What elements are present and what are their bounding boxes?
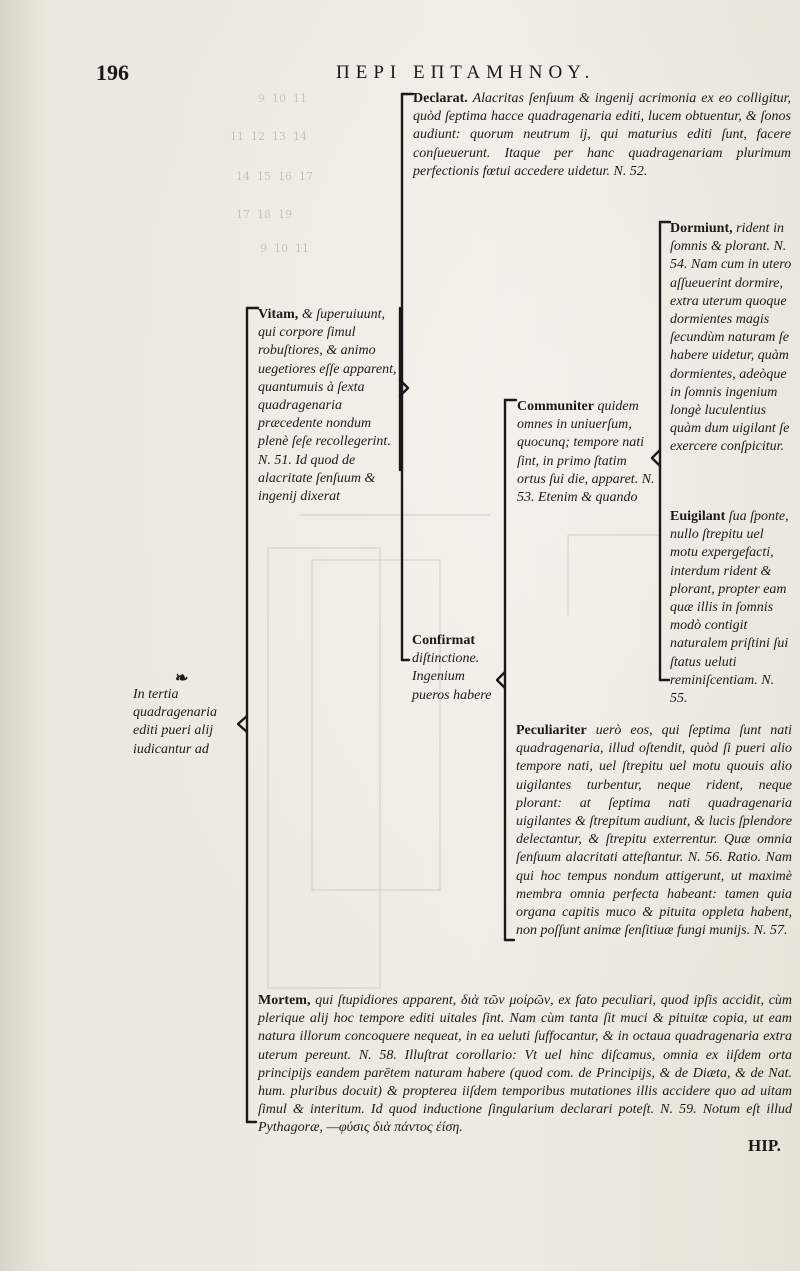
confirmat-text: diſtinctione. Ingenium pueros habere [412,651,492,703]
manicule-mark: ❧ [175,668,189,687]
bleed-through-numbers-3: 14 15 16 17 [236,170,313,183]
peculiariter-text: uerò eos, qui ſeptima ſunt nati quadragenaria, illud oſtendit, quòd ſi pueri alio tempore nati, uel ſtrepitu uel motu quouis alio uigilantes turbentur, neque rident, neque plorant: at ſeptima nati quadragenaria uigilantes & ſtrepitum audiunt, & lucis ſplendore delectantur, & ſtrepitu exterrentur. Quæ omnia ſenſuum alacritati atteſtantur. N. 56. Ratio. Nam qui hoc tempus nondum attigerunt, ut maximè membra omnia perfecta habeant: tamen quia organa capitis muco & pituita oppleta habent, non poſſunt animæ ſenſitiuæ fungi munijs. N. 57. [516,723,793,939]
euigilant-lead: Euigilant [670,509,726,524]
euigilant-block [670,508,792,708]
vitam-text: & ſuperuiuunt, qui corpore ſimul robuſtiores, & animo uegetiores eſſe apparent, quantumuis à ſexta quadragenaria præcedente nondum plenè ſeſe recollegerint. N. 51. Id quod de alacritate ſenſuum & ingenij dixerat [258,307,397,505]
page-number: 196 [96,60,129,85]
dormiunt-block [670,220,792,457]
euigilant-text: ſua ſponte, nullo ſtrepitu uel motu expergefacti, interdum rident & plorant, propter eam quæ illis in ſomnis modò contigit naturalem priſtini ſui ſtatus ueluti reminiſcentiam. N. 55. [670,509,789,707]
bleed-through-numbers-5: 9 10 11 [260,242,309,255]
vitam-block [258,306,398,506]
bleed-through-numbers-2: 11 12 13 14 [230,130,307,143]
running-title: ΠΕΡΙ ΕΠΤΑΜΗΝΟΥ. [336,62,596,83]
communiter-lead: Communiter [517,399,594,414]
declarat-text: Alacritas ſenſuum & ingenij acrimonia ex eo colligitur, quòd ſeptima hacce quadragenaria editi, lucem obtuentur, & ſonos audiunt: quorum neutrum ij, qui maturius editi ſunt, facere conſueuerunt. Itaque per hanc quadragenariam plurimum perfectionis fœtui accedere uidetur. N. 52. [413,91,791,179]
communiter-block [517,398,655,507]
mortem-lead: Mortem, [258,993,311,1008]
catchword: HIP. [748,1136,781,1155]
mortem-block [258,992,792,1138]
tertia-block [133,686,237,759]
peculiariter-lead: Peculiariter [516,723,587,738]
dormiunt-text: rident in ſomnis & plorant. N. 54. Nam cum in utero aſſueuerint dormire, extra uterum quoque dormientes magis ſecundùm naturam ſe habere uidetur, quàm dormientes, adeòque in ſomnis ingenium longè luculentius quàm dum uigilant ſe exercere conſpicitur. [670,221,792,455]
bleed-through-numbers-1: 9 10 11 [258,92,307,105]
bleed-through-numbers-4: 17 18 19 [236,208,292,221]
confirmat-block [412,632,500,705]
peculiariter-block [516,722,792,940]
communiter-text: quidem omnes in uniuerſum, quocunq; tempore nati ſint, in primo ſtatim ortus ſui die, apparet. N. 53. Etenim & quando [517,399,655,506]
mortem-text: qui ſtupidiores apparent, διὰ τῶν μοίρῶν, ex fato peculiari, quod ipſis accidit, cùm plerique alij hoc tempore editi uitales ſint. Nam cùm tanta ſit muci & pituitæ copia, ut eam natura illorum concoquere nequeat, in ea ueluti ſuffocantur, & in octaua quadragenaria extra uterum pereunt. N. 58. Illuſtrat corollario: Vt uel hinc diſcamus, omnia ex iiſdem orta principijs eandem parētem naturam habere (quod com. de Principijs, & de Diæta, & de Nat. hum. pluribus docuit) & propterea iiſdem temporibus mutationes illis accidere quo ad uitam ſimul & interitum. Id quod inductione ſingularium declarari poteſt. N. 59. Notum eſt illud Pythagoræ, —φύσις διὰ πάντος ἐίση. [258,993,793,1136]
tertia-text: In tertia quadragenaria editi pueri alij iudicantur ad [133,687,217,757]
dormiunt-lead: Dormiunt, [670,221,733,236]
vitam-lead: Vitam, [258,307,299,322]
confirmat-lead: Confirmat [412,633,475,648]
declarat-block [413,90,791,181]
declarat-lead: Declarat. [413,91,468,106]
